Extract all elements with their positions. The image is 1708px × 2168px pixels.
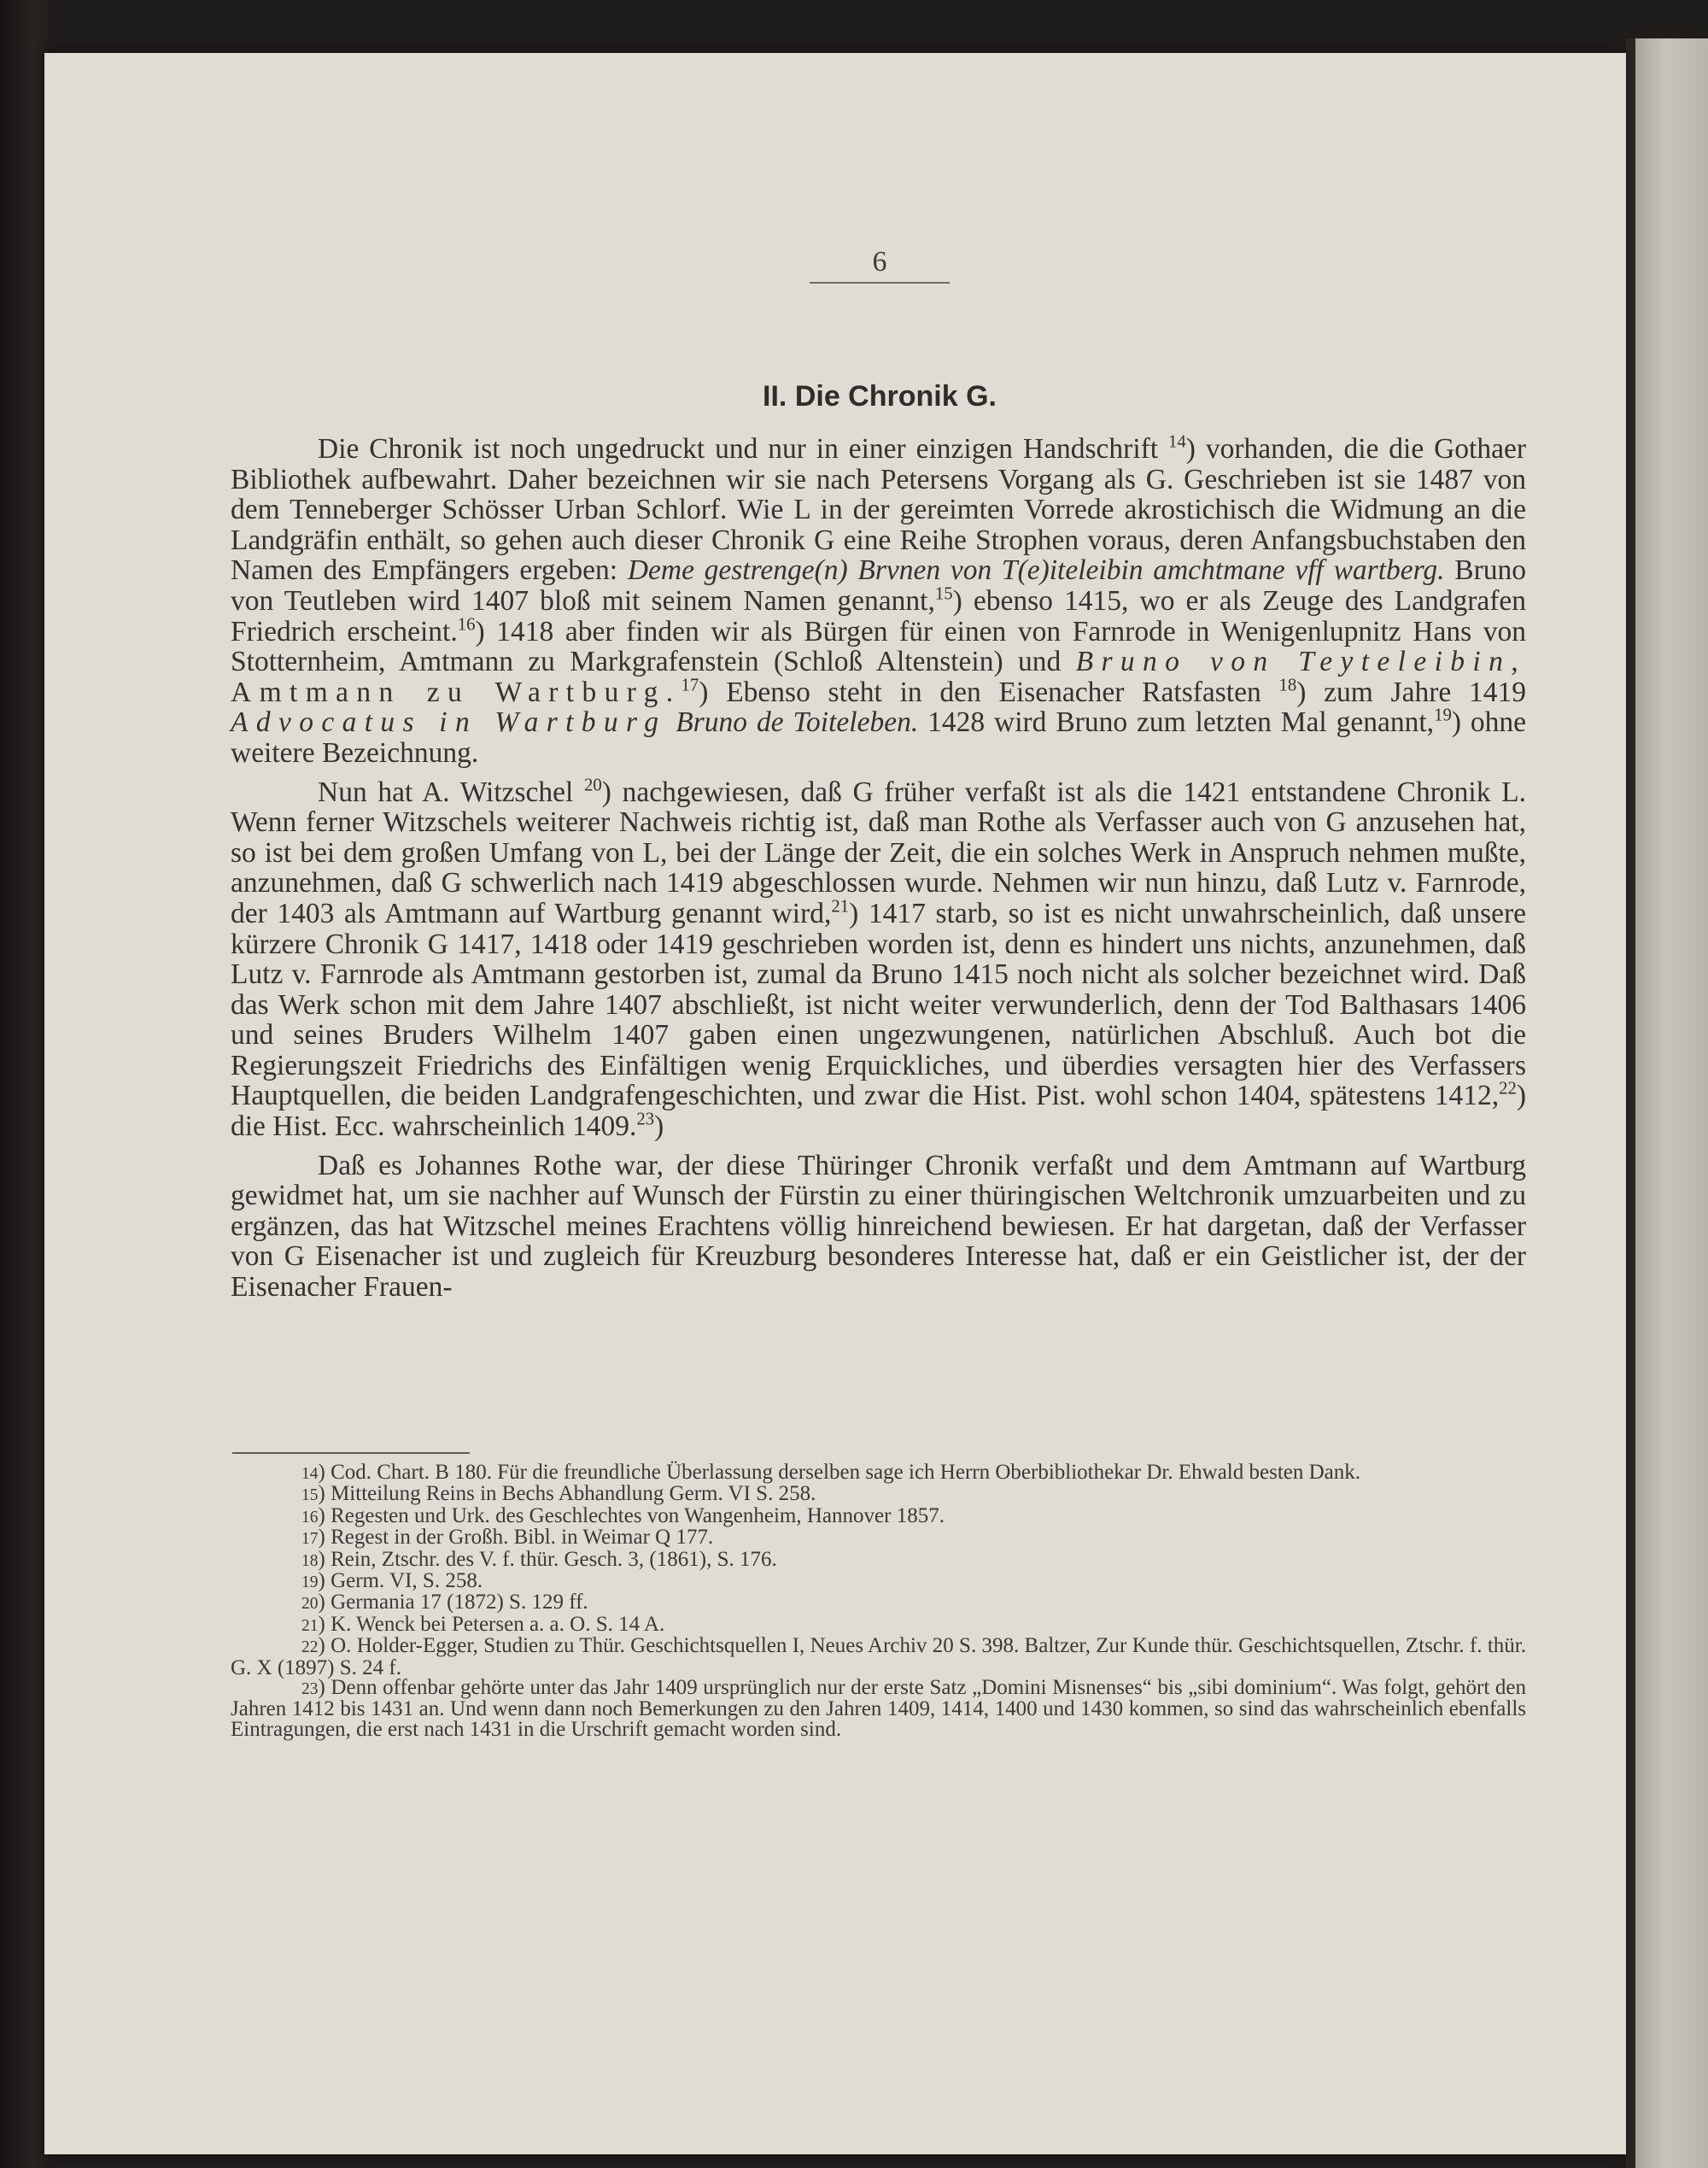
footnote-number: 14 xyxy=(301,1465,319,1483)
footnote-text: ) Regest in der Großh. Bibl. in Weimar Q 177. xyxy=(318,1526,714,1550)
footnote xyxy=(231,1527,1526,1549)
body-text xyxy=(231,431,1527,1311)
text-run: ) xyxy=(654,1110,664,1143)
footnote-text: ) Germ. VI, S. 258. xyxy=(318,1569,483,1593)
footnote xyxy=(231,1462,1526,1484)
footnote-text: ) K. Wenck bei Petersen a. a. O. S. 14 A. xyxy=(318,1612,665,1636)
text-run: ) ebenso 1415, wo er als Zeuge des Landgrafen Friedrich erscheint. xyxy=(231,584,1526,647)
spaced-text: Amtmann zu Wartburg. xyxy=(231,676,681,708)
footnote-ref: 18 xyxy=(1278,675,1297,695)
footnote-text: ) Germania 17 (1872) S. 129 ff. xyxy=(318,1591,588,1614)
paragraph xyxy=(231,1151,1526,1303)
paragraph xyxy=(231,431,1527,769)
footnote-number: 23 xyxy=(301,1680,319,1699)
footnote-ref: 23 xyxy=(636,1109,655,1129)
next-page-edge xyxy=(1635,38,1708,2168)
text-run: ) 1417 starb, so ist es nicht unwahrscheinlich, daß unsere kürzere Chronik G 1417, 1418 oder 1419 geschrieben worden ist, denn es hindert uns nichts, anzunehmen, daß Lutz v. Farnrode als Amtmann gestorben ist, zumal da Bruno 1415 noch nicht als solcher bezeichnet wird. Daß das Werk schon mit dem Jahre 1407 abschließt, ist nicht weiter verwunderlich, denn der Tod Balthasars 1406 und seines Bruders Wilhelm 1407 gaben einen ungezwungenen, natürlichen Abschluß. Auch bot die Regierungszeit Friedrichs des Einfältigen wenig Erquickliches, und überdies versagten hier des Verfassers Hauptquellen, die beiden Landgrafengeschichten, und zwar die Hist. Pist. wohl schon 1404, spätestens 1412, xyxy=(231,897,1527,1112)
footnote-ref: 19 xyxy=(1434,705,1452,725)
spaced-italic-text: Bruno von Teyteleibin, xyxy=(1075,646,1526,678)
footnote xyxy=(231,1484,1526,1505)
footnote-text: ) O. Holder-Egger, Studien zu Thür. Geschichtsquellen I, Neues Archiv 20 S. 398. Baltzer, Zur Kunde thür. Geschichtsquellen, Ztschr. f. thür. G. X (1897) S. 24 f. xyxy=(231,1634,1526,1679)
chapter-heading: II. Die Chronik G. xyxy=(763,380,997,413)
text-run: ) nachgewiesen, daß G früher verfaßt ist als die 1421 entstandene Chronik L. Wenn ferner Witzschels weiterer Nachweis richtig ist, daß man Rothe als Verfasser auch von G anzusehen hat, so ist bei dem großen Umfang von L, bei der Länge der Zeit, die ein solches Werk in Anspruch nehmen mußte, anzunehmen, daß G schwerlich nach 1419 abgeschlossen wurde. Nehmen wir nun hinzu, daß Lutz v. Farnrode, der 1403 als Amtmann auf Wartburg genannt wird, xyxy=(231,776,1526,929)
text-run: ) 1418 aber finden wir als Bürgen für einen von Farnrode in Wenigenlupnitz Hans von Stotternheim, Amtmann zu Markgrafenstein (Schloß Altenstein) und xyxy=(231,615,1526,678)
text-run: 1428 wird Bruno zum letzten Mal genannt, xyxy=(918,706,1435,739)
text-run: ) ohne weitere Bezeichnung. xyxy=(231,706,1527,769)
text-run: Die Chronik ist noch ungedruckt und nur in einer einzigen Handschrift xyxy=(318,433,1168,465)
footnotes xyxy=(231,1462,1526,1739)
footnote-ref: 22 xyxy=(1499,1079,1517,1099)
footnote-ref: 17 xyxy=(681,675,699,695)
text-run: ) vorhanden, die die Gothaer Bibliothek aufbewahrt. Daher bezeichnen wir sie nach Petersens Vorgang als G. Geschrieben ist sie 1487 von dem Tenneberger Schösser Urban Schlorf. Wie L in der gereimten Vorrede akrostichisch die Widmung an die Landgräfin enthält, so gehen auch dieser Chronik G eine Reihe Strophen voraus, deren Anfangsbuchstaben den Namen des Empfängers ergeben: xyxy=(231,433,1527,587)
text-run: ) Ebenso steht in den Eisenacher Ratsfasten xyxy=(699,676,1279,708)
text-run: Daß es Johannes Rothe war, der diese Thüringer Chronik verfaßt und dem Amtmann auf Wartburg gewidmet hat, um sie nachher auf Wunsch der Fürstin zu einer thüringischen Weltchronik umzuarbeiten und zu ergänzen, das hat Witzschel meines Erachtens völlig hinreichend bewiesen. Er hat dargetan, daß der Verfasser von G Eisenacher ist und zugleich für Kreuzburg besonderes Interesse hat, daß er ein Geistlicher ist, der der Eisenacher Frauen- xyxy=(231,1149,1526,1304)
text-run: ) die Hist. Ecc. wahrscheinlich 1409. xyxy=(231,1080,1526,1143)
footnote-number: 15 xyxy=(301,1486,319,1505)
footnote xyxy=(231,1614,1526,1636)
spaced-italic-text: Advocatus in Wartburg xyxy=(231,706,667,739)
footnote-separator xyxy=(232,1452,470,1454)
book-gutter xyxy=(1626,38,1635,2168)
footnote-number: 16 xyxy=(301,1508,319,1526)
footnote-number: 22 xyxy=(301,1638,319,1657)
footnote-ref: 14 xyxy=(1168,431,1186,452)
footnote-ref: 21 xyxy=(831,896,850,917)
footnote xyxy=(231,1678,1526,1739)
footnote xyxy=(231,1571,1526,1592)
footnote xyxy=(231,1547,1526,1571)
page-number: 6 xyxy=(810,246,950,284)
footnote xyxy=(231,1636,1526,1678)
text-run xyxy=(666,706,676,738)
text-run: ) zum Jahre 1419 xyxy=(1296,676,1526,708)
italic-text: Bruno de Toiteleben. xyxy=(676,706,919,739)
footnote-number: 17 xyxy=(301,1530,319,1549)
footnote-text: ) Mitteilung Reins in Bechs Abhandlung Germ. VI S. 258. xyxy=(318,1482,816,1506)
paragraph xyxy=(231,777,1526,1142)
footnote-ref: 16 xyxy=(457,614,476,635)
footnote-text: ) Rein, Ztschr. des V. f. thür. Gesch. 3, (1861), S. 176. xyxy=(318,1547,777,1571)
footnote-number: 19 xyxy=(301,1573,319,1592)
italic-text: Deme gestrenge(n) Brvnen von T(e)iteleibin amchtmane vff wartberg. xyxy=(627,554,1445,587)
footnote-text: ) Cod. Chart. B 180. Für die freundliche Überlassung derselben sage ich Herrn Oberbibliothekar Dr. Ehwald besten Dank. xyxy=(318,1461,1361,1484)
footnote-number: 18 xyxy=(301,1551,319,1570)
footnote-ref: 20 xyxy=(584,775,602,795)
footnote-ref: 15 xyxy=(934,583,953,604)
text-run: Nun hat A. Witzschel xyxy=(318,776,584,808)
footnote-text: ) Regesten und Urk. des Geschlechtes von Wangenheim, Hannover 1857. xyxy=(318,1503,945,1527)
footnote-text: ) Denn offenbar gehörte unter das Jahr 1409 ursprünglich nur der erste Satz „Domini Misnenses“ bis „sibi dominium“. Was folgt, gehört den Jahren 1412 bis 1431 an. Und wenn dann noch Bemerkungen zu den Jahren 1409, 1414, 1400 und 1430 kommen, so sind das wahrscheinlich ebenfalls Eintragungen, die erst nach 1431 in die Urschrift gemacht worden sind. xyxy=(231,1676,1526,1741)
footnote-number: 20 xyxy=(301,1595,319,1614)
footnote xyxy=(231,1503,1526,1527)
text-run: Bruno von Teutleben wird 1407 bloß mit seinem Namen genannt, xyxy=(231,554,1527,617)
footnote xyxy=(231,1592,1526,1614)
footnote-number: 21 xyxy=(301,1616,319,1635)
